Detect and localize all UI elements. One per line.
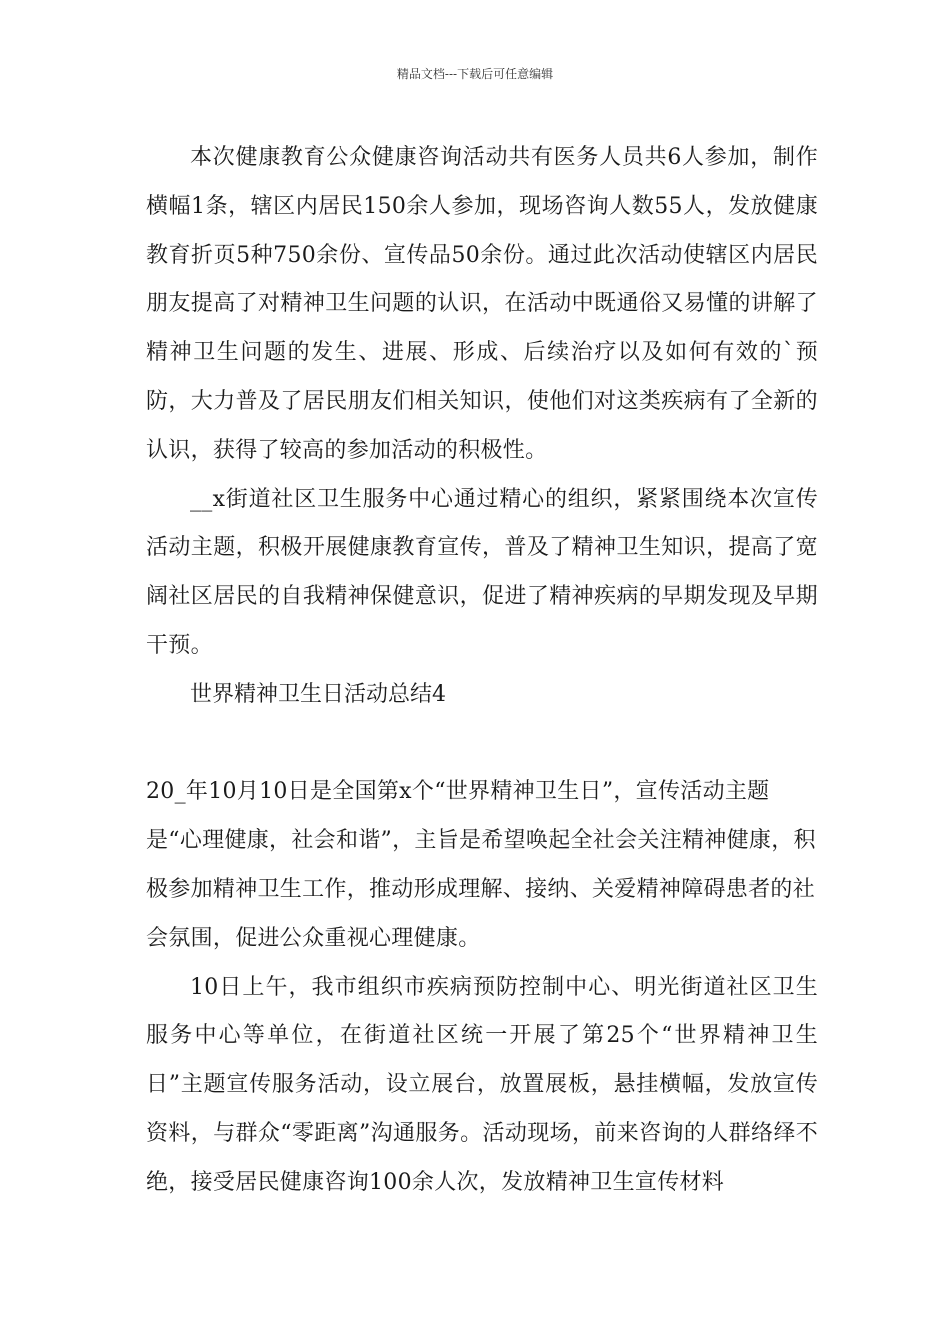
document-body	[146, 134, 818, 1208]
paragraph-mental-health-day: 20_年10月10日是全国第x个“世界精神卫生日”，宣传活动主题是“心理健康，社会和谐”，主旨是希望唤起全社会关注精神健康，积极参加精神卫生工作，推动形成理解、接纳、关爱精神障碍患者的社会氛围，促进公众重视心理健康。	[146, 779, 816, 951]
page-header: 精品文档---下载后可任意编辑	[396, 67, 554, 81]
section-title: 世界精神卫生日活动总结4	[190, 681, 446, 707]
paragraph-morning-event: 10日上午，我市组织市疾病预防控制中心、明光街道社区卫生服务中心等单位，在街道社区统一开展了第25个“世界精神卫生日”主题宣传服务活动，设立展台，放置展板，悬挂横幅，发放宣传资料，与群众“零距离”沟通服务。活动现场，前来咨询的人群络绎不绝，接受居民健康咨询100余人次，发放精神卫生宣传材料	[146, 974, 818, 1195]
paragraph-center-organization: __x街道社区卫生服务中心通过精心的组织，紧紧围绕本次宣传活动主题，积极开展健康教育宣传，普及了精神卫生知识，提高了宽阔社区居民的自我精神保健意识，促进了精神疾病的早期发现及早期干预。	[146, 486, 818, 658]
paragraph-activity-summary: 本次健康教育公众健康咨询活动共有医务人员共6人参加，制作横幅1条，辖区内居民150余人参加，现场咨询人数55人，发放健康教育折页5种750余份、宣传品50余份。通过此次活动使辖区内居民朋友提高了对精神卫生问题的认识，在活动中既通俗又易懂的讲解了精神卫生问题的发生、进展、形成、后续治疗以及如何有效的`预防，大力普及了居民朋友们相关知识，使他们对这类疾病有了全新的认识，获得了较高的参加活动的积极性。	[146, 145, 818, 463]
